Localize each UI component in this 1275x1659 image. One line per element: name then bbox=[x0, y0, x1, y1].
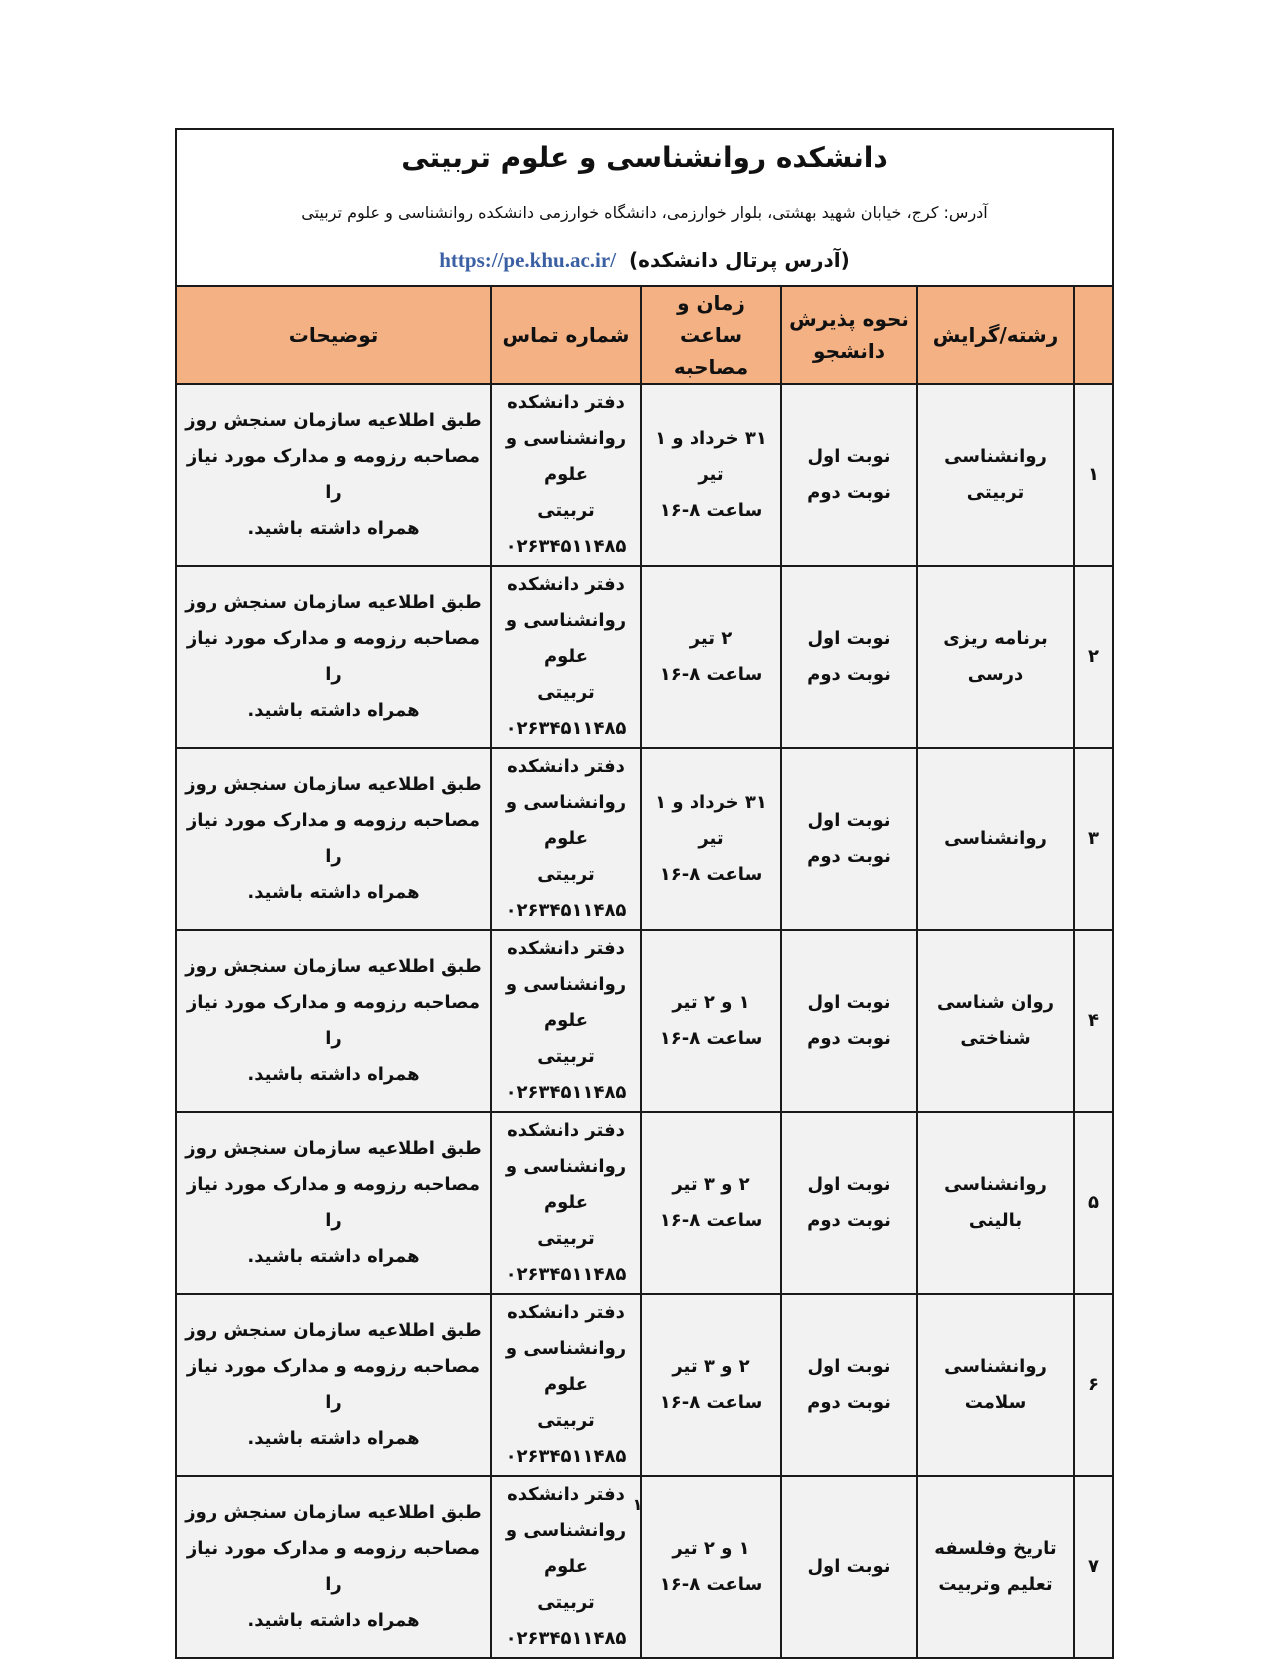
contact-cell bbox=[491, 1112, 641, 1294]
contact-cell-line: ۰۲۶۳۴۵۱۱۴۸۵ bbox=[505, 718, 627, 739]
admission-cell bbox=[781, 748, 917, 930]
field-cell-line: سلامت bbox=[964, 1392, 1027, 1413]
notes-cell-line: طبق اطلاعیه سازمان سنجش روز bbox=[185, 956, 482, 977]
notes-cell-line: طبق اطلاعیه سازمان سنجش روز bbox=[185, 774, 482, 795]
table-row bbox=[177, 1294, 1112, 1476]
notes-cell-line: همراه داشته باشید. bbox=[247, 1428, 420, 1449]
row-number: ۳ bbox=[1074, 748, 1112, 930]
admission-cell-line: نوبت دوم bbox=[807, 1028, 891, 1049]
portal-line bbox=[177, 246, 1112, 274]
contact-cell-line: تربیتی bbox=[537, 1228, 595, 1249]
field-cell bbox=[917, 566, 1074, 748]
contact-cell-line: دفتر دانشکده bbox=[507, 1120, 625, 1141]
contact-cell bbox=[491, 384, 641, 566]
table-row bbox=[177, 566, 1112, 748]
field-cell bbox=[917, 930, 1074, 1112]
admission-cell bbox=[781, 384, 917, 566]
column-header-field: رشته/گرایش bbox=[917, 287, 1074, 384]
interview-cell-line: ساعت ۸-۱۶ bbox=[659, 1028, 763, 1049]
admission-cell-line: نوبت اول bbox=[807, 992, 891, 1013]
interview-cell bbox=[641, 1112, 781, 1294]
portal-link[interactable]: https://pe.khu.ac.ir/ bbox=[439, 248, 617, 272]
field-cell-line: روان شناسی bbox=[936, 992, 1055, 1013]
interview-cell bbox=[641, 384, 781, 566]
column-header-interview: زمان و ساعت مصاحبه bbox=[641, 287, 781, 384]
notes-cell-line: مصاحبه رزومه و مدارک مورد نیاز را bbox=[186, 1538, 481, 1595]
table-row bbox=[177, 748, 1112, 930]
notes-cell-line: طبق اطلاعیه سازمان سنجش روز bbox=[185, 410, 482, 431]
notes-cell-line: همراه داشته باشید. bbox=[247, 1246, 420, 1267]
contact-cell-line: دفتر دانشکده bbox=[507, 574, 625, 595]
contact-cell-line: روانشناسی و علوم bbox=[505, 1338, 627, 1395]
field-cell-line: تاریخ وفلسفه bbox=[934, 1538, 1057, 1559]
notes-cell-line: همراه داشته باشید. bbox=[247, 882, 420, 903]
notes-cell bbox=[177, 930, 491, 1112]
interview-cell bbox=[641, 1294, 781, 1476]
contact-cell-line: دفتر دانشکده bbox=[507, 1484, 625, 1505]
interview-cell-line: ۲ و ۳ تیر bbox=[672, 1174, 750, 1195]
interview-cell-line: ساعت ۸-۱۶ bbox=[659, 864, 763, 885]
contact-cell-line: تربیتی bbox=[537, 1046, 595, 1067]
admission-cell bbox=[781, 1112, 917, 1294]
field-cell-line: شناختی bbox=[960, 1028, 1031, 1049]
admission-cell-line: نوبت اول bbox=[807, 1174, 891, 1195]
notes-cell-line: مصاحبه رزومه و مدارک مورد نیاز را bbox=[186, 992, 481, 1049]
contact-cell-line: روانشناسی و علوم bbox=[505, 974, 627, 1031]
interview-cell bbox=[641, 748, 781, 930]
page-title: دانشکده روانشناسی و علوم تربیتی bbox=[401, 141, 888, 174]
notes-cell bbox=[177, 384, 491, 566]
contact-cell bbox=[491, 930, 641, 1112]
contact-cell-line: روانشناسی و علوم bbox=[505, 1520, 627, 1577]
notes-cell-line: مصاحبه رزومه و مدارک مورد نیاز را bbox=[186, 810, 481, 867]
row-number: ۲ bbox=[1074, 566, 1112, 748]
interview-cell-line: ۲ تیر bbox=[689, 628, 733, 649]
notes-cell bbox=[177, 1294, 491, 1476]
admission-cell-line: نوبت اول bbox=[807, 810, 891, 831]
column-header-contact: شماره تماس bbox=[491, 287, 641, 384]
admission-cell-line: نوبت دوم bbox=[807, 664, 891, 685]
admission-cell-line: نوبت اول bbox=[807, 1356, 891, 1377]
interview-cell-line: ساعت ۸-۱۶ bbox=[659, 1210, 763, 1231]
contact-cell-line: دفتر دانشکده bbox=[507, 392, 625, 413]
admission-cell-line: نوبت دوم bbox=[807, 482, 891, 503]
contact-cell-line: روانشناسی و علوم bbox=[505, 792, 627, 849]
interview-cell-line: ۳۱ خرداد و ۱ bbox=[655, 428, 767, 449]
field-cell bbox=[917, 748, 1074, 930]
contact-cell-line: ۰۲۶۳۴۵۱۱۴۸۵ bbox=[505, 1446, 627, 1467]
document-header bbox=[177, 130, 1112, 287]
contact-cell-line: روانشناسی و علوم bbox=[505, 610, 627, 667]
interview-cell-line: تیر bbox=[698, 464, 724, 485]
column-header-notes: توضیحات bbox=[177, 287, 491, 384]
contact-cell-line: دفتر دانشکده bbox=[507, 938, 625, 959]
contact-cell-line: روانشناسی و علوم bbox=[505, 428, 627, 485]
contact-cell-line: ۰۲۶۳۴۵۱۱۴۸۵ bbox=[505, 536, 627, 557]
field-cell bbox=[917, 1112, 1074, 1294]
portal-label: (آدرس پرتال دانشکده) bbox=[629, 248, 850, 272]
admission-cell-line: نوبت دوم bbox=[807, 1392, 891, 1413]
admission-cell-line: نوبت اول bbox=[807, 1556, 891, 1577]
interview-cell-line: ۳۱ خرداد و ۱ bbox=[655, 792, 767, 813]
notes-cell-line: همراه داشته باشید. bbox=[247, 518, 420, 539]
field-cell bbox=[917, 1294, 1074, 1476]
notes-cell-line: مصاحبه رزومه و مدارک مورد نیاز را bbox=[186, 1174, 481, 1231]
interview-cell-line: ۱ و ۲ تیر bbox=[672, 992, 750, 1013]
notes-cell-line: همراه داشته باشید. bbox=[247, 700, 420, 721]
notes-cell bbox=[177, 1112, 491, 1294]
contact-cell-line: دفتر دانشکده bbox=[507, 756, 625, 777]
table-header-row bbox=[177, 287, 1112, 384]
interview-cell-line: ۲ و ۳ تیر bbox=[672, 1356, 750, 1377]
notes-cell bbox=[177, 566, 491, 748]
interview-cell bbox=[641, 930, 781, 1112]
faculty-address: آدرس: کرج، خیابان شهید بهشتی، بلوار خوارزمی، دانشگاه خوارزمی دانشکده روانشناسی و علوم تربیتی bbox=[301, 203, 988, 222]
admission-cell-line: نوبت اول bbox=[807, 446, 891, 467]
notes-cell-line: مصاحبه رزومه و مدارک مورد نیاز را bbox=[186, 446, 481, 503]
contact-cell bbox=[491, 566, 641, 748]
interview-cell-line: تیر bbox=[698, 828, 724, 849]
contact-cell-line: ۰۲۶۳۴۵۱۱۴۸۵ bbox=[505, 1264, 627, 1285]
table-row bbox=[177, 1112, 1112, 1294]
row-number: ۷ bbox=[1074, 1476, 1112, 1657]
contact-cell-line: ۰۲۶۳۴۵۱۱۴۸۵ bbox=[505, 1628, 627, 1649]
notes-cell-line: طبق اطلاعیه سازمان سنجش روز bbox=[185, 1502, 482, 1523]
interview-cell-line: ساعت ۸-۱۶ bbox=[659, 664, 763, 685]
field-cell-line: تعلیم وتربیت bbox=[938, 1574, 1053, 1595]
admission-cell-line: نوبت اول bbox=[807, 628, 891, 649]
field-cell-line: روانشناسی bbox=[944, 1356, 1047, 1377]
interview-cell-line: ۱ و ۲ تیر bbox=[672, 1538, 750, 1559]
page-number: ۱ bbox=[632, 1495, 643, 1514]
field-cell bbox=[917, 384, 1074, 566]
contact-cell-line: ۰۲۶۳۴۵۱۱۴۸۵ bbox=[505, 1082, 627, 1103]
row-number: ۶ bbox=[1074, 1294, 1112, 1476]
field-cell-line: برنامه ریزی درسی bbox=[943, 628, 1048, 685]
contact-cell-line: تربیتی bbox=[537, 500, 595, 521]
contact-cell-line: روانشناسی و علوم bbox=[505, 1156, 627, 1213]
interview-cell-line: ساعت ۸-۱۶ bbox=[659, 1392, 763, 1413]
notes-cell-line: همراه داشته باشید. bbox=[247, 1064, 420, 1085]
contact-cell-line: دفتر دانشکده bbox=[507, 1302, 625, 1323]
admission-cell bbox=[781, 566, 917, 748]
notes-cell-line: طبق اطلاعیه سازمان سنجش روز bbox=[185, 592, 482, 613]
column-header-admission: نحوه پذیرش دانشجو bbox=[781, 287, 917, 384]
column-header-number bbox=[1074, 287, 1112, 384]
field-cell-line: روانشناسی بالینی bbox=[944, 1174, 1047, 1231]
row-number: ۵ bbox=[1074, 1112, 1112, 1294]
notes-cell-line: همراه داشته باشید. bbox=[247, 1610, 420, 1631]
contact-cell-line: تربیتی bbox=[537, 864, 595, 885]
admission-cell-line: نوبت دوم bbox=[807, 1210, 891, 1231]
notes-cell-line: مصاحبه رزومه و مدارک مورد نیاز را bbox=[186, 628, 481, 685]
notes-cell-line: طبق اطلاعیه سازمان سنجش روز bbox=[185, 1138, 482, 1159]
interview-cell-line: ساعت ۸-۱۶ bbox=[659, 1574, 763, 1595]
admissions-table bbox=[177, 287, 1112, 1657]
contact-cell bbox=[491, 1294, 641, 1476]
table-row bbox=[177, 384, 1112, 566]
field-cell-line: روانشناسی bbox=[944, 828, 1047, 849]
contact-cell-line: تربیتی bbox=[537, 1410, 595, 1431]
admission-cell bbox=[781, 930, 917, 1112]
row-number: ۴ bbox=[1074, 930, 1112, 1112]
row-number: ۱ bbox=[1074, 384, 1112, 566]
interview-cell-line: ساعت ۸-۱۶ bbox=[659, 500, 763, 521]
document-frame bbox=[175, 128, 1114, 1659]
field-cell-line: روانشناسی bbox=[944, 446, 1047, 467]
contact-cell-line: تربیتی bbox=[537, 1592, 595, 1613]
table-row bbox=[177, 930, 1112, 1112]
notes-cell-line: طبق اطلاعیه سازمان سنجش روز bbox=[185, 1320, 482, 1341]
interview-cell bbox=[641, 566, 781, 748]
contact-cell bbox=[491, 748, 641, 930]
admission-cell bbox=[781, 1294, 917, 1476]
admission-cell-line: نوبت دوم bbox=[807, 846, 891, 867]
field-cell-line: تربیتی bbox=[966, 482, 1025, 503]
notes-cell-line: مصاحبه رزومه و مدارک مورد نیاز را bbox=[186, 1356, 481, 1413]
contact-cell-line: تربیتی bbox=[537, 682, 595, 703]
contact-cell-line: ۰۲۶۳۴۵۱۱۴۸۵ bbox=[505, 900, 627, 921]
notes-cell bbox=[177, 748, 491, 930]
